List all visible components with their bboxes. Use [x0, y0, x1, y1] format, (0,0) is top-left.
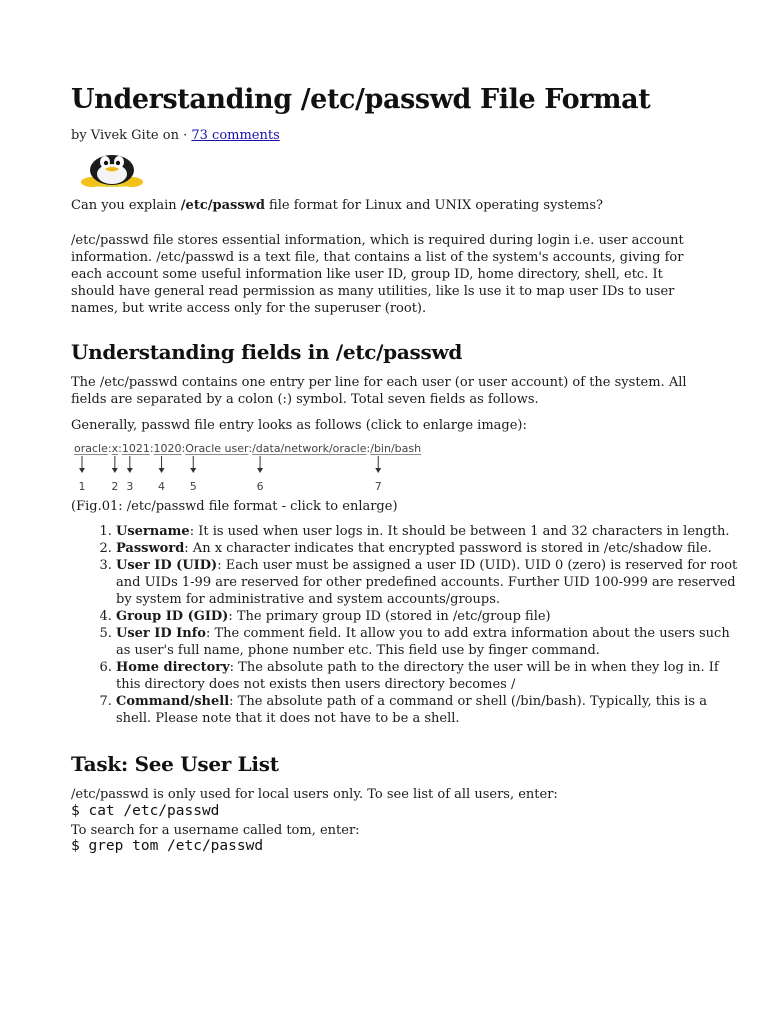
field-item: [116, 693, 746, 727]
field-arrowhead: [127, 468, 133, 473]
field-item: [116, 523, 746, 540]
field-term: Home directory: [116, 660, 230, 675]
passwd-format-diagram[interactable]: [72, 440, 492, 496]
passwd-entry-text: [74, 442, 421, 455]
field-item: [116, 625, 746, 659]
page-title: Understanding /etc/passwd File Format: [71, 84, 651, 115]
field-term: Group ID (GID): [116, 609, 229, 624]
field-number: 1: [78, 480, 86, 493]
intro-paragraph: /etc/passwd file stores essential information, which is required during login i.e. user account information. /etc/passwd is a text file, that contains a list of the system's accounts, giving for each account some useful information like user ID, group ID, home directory, shell, etc. It should have general read permission as many utilities, like ls use it to map user IDs to user names, but write access only for the superuser (root).: [71, 233, 684, 316]
entry-separator: :: [118, 442, 122, 455]
entry-field: 1020: [153, 442, 182, 455]
field-term: Username: [116, 524, 190, 539]
code-cat-passwd: $ cat /etc/passwd: [71, 803, 220, 819]
entry-separator: :: [366, 442, 371, 455]
field-number: 4: [158, 480, 166, 493]
entry-intro-paragraph: Generally, passwd file entry looks as follows (click to enlarge image):: [71, 418, 527, 433]
question-text-end: file format for Linux and UNIX operating systems?: [264, 198, 603, 213]
field-term: Password: [116, 541, 185, 556]
search-paragraph: To search for a username called tom, enter:: [71, 823, 360, 838]
question-paragraph: [71, 197, 706, 214]
entry-field: /data/network/oracle: [252, 442, 367, 455]
field-number: 2: [111, 480, 119, 493]
field-number: 5: [189, 480, 197, 493]
field-term: Command/shell: [116, 694, 230, 709]
entry-separator: :: [107, 442, 112, 455]
byline: [71, 128, 280, 143]
field-description: : The absolute path to the directory the user will be in when they log in. If this directory does not exists then users directory becomes /: [116, 660, 719, 692]
comments-link[interactable]: 73 comments: [191, 128, 280, 143]
entry-separator: :: [181, 442, 186, 455]
field-arrowhead: [190, 468, 196, 473]
field-arrowhead: [79, 468, 85, 473]
fields-intro-paragraph: The /etc/passwd contains one entry per line for each user (or user account) of the system. All fields are separated by a colon (:) symbol. Total seven fields as follows.: [71, 375, 687, 407]
field-description: : The absolute path of a command or shell (/bin/bash). Typically, this is a shell. Please note that it does not have to be a shell.: [116, 694, 707, 726]
entry-field: x: [111, 442, 119, 455]
fields-list: [71, 523, 746, 727]
field-item: [116, 540, 746, 557]
entry-separator: :: [248, 442, 253, 455]
field-term: User ID (UID): [116, 558, 218, 573]
byline-author: by Vivek Gite on ·: [71, 128, 192, 143]
field-number: 6: [256, 480, 264, 493]
field-arrowhead: [112, 468, 118, 473]
field-term: User ID Info: [116, 626, 206, 641]
question-bold-path: /etc/passwd: [180, 198, 265, 213]
field-item: [116, 608, 746, 625]
field-arrowhead: [375, 468, 381, 473]
question-text: Can you explain: [71, 198, 181, 213]
entry-field: Oracle user: [185, 442, 249, 455]
entry-field: /bin/bash: [370, 442, 422, 455]
entry-separator: :: [149, 442, 154, 455]
field-description: : The comment field. It allow you to add extra information about the users such as user's full name, phone number etc. This field use by finger command.: [116, 626, 730, 658]
field-arrowhead: [257, 468, 263, 473]
entry-field: 1021: [121, 442, 150, 455]
code-grep-tom: $ grep tom /etc/passwd: [71, 838, 264, 854]
field-arrowhead: [159, 468, 165, 473]
field-description: : An x character indicates that encrypted password is stored in /etc/shadow file.: [184, 541, 712, 556]
tux-penguin-icon: [78, 152, 146, 188]
field-number: 7: [374, 480, 382, 493]
figure-caption: (Fig.01: /etc/passwd file format - click to enlarge): [71, 499, 398, 514]
section-heading-fields: Understanding fields in /etc/passwd: [71, 340, 463, 364]
field-description: : It is used when user logs in. It should be between 1 and 32 characters in length.: [189, 524, 730, 539]
field-description: : Each user must be assigned a user ID (UID). UID 0 (zero) is reserved for root and UIDs 1-99 are reserved for other predefined accounts. Further UID 100-999 are reserved by system for administrative and system accounts/groups.: [116, 558, 738, 607]
task-paragraph: /etc/passwd is only used for local users only. To see list of all users, enter:: [71, 787, 558, 802]
field-number: 3: [126, 480, 134, 493]
field-description: : The primary group ID (stored in /etc/group file): [228, 609, 551, 624]
entry-field: oracle: [74, 442, 108, 455]
section-heading-task: Task: See User List: [71, 752, 279, 776]
field-item: [116, 557, 746, 608]
field-item: [116, 659, 746, 693]
